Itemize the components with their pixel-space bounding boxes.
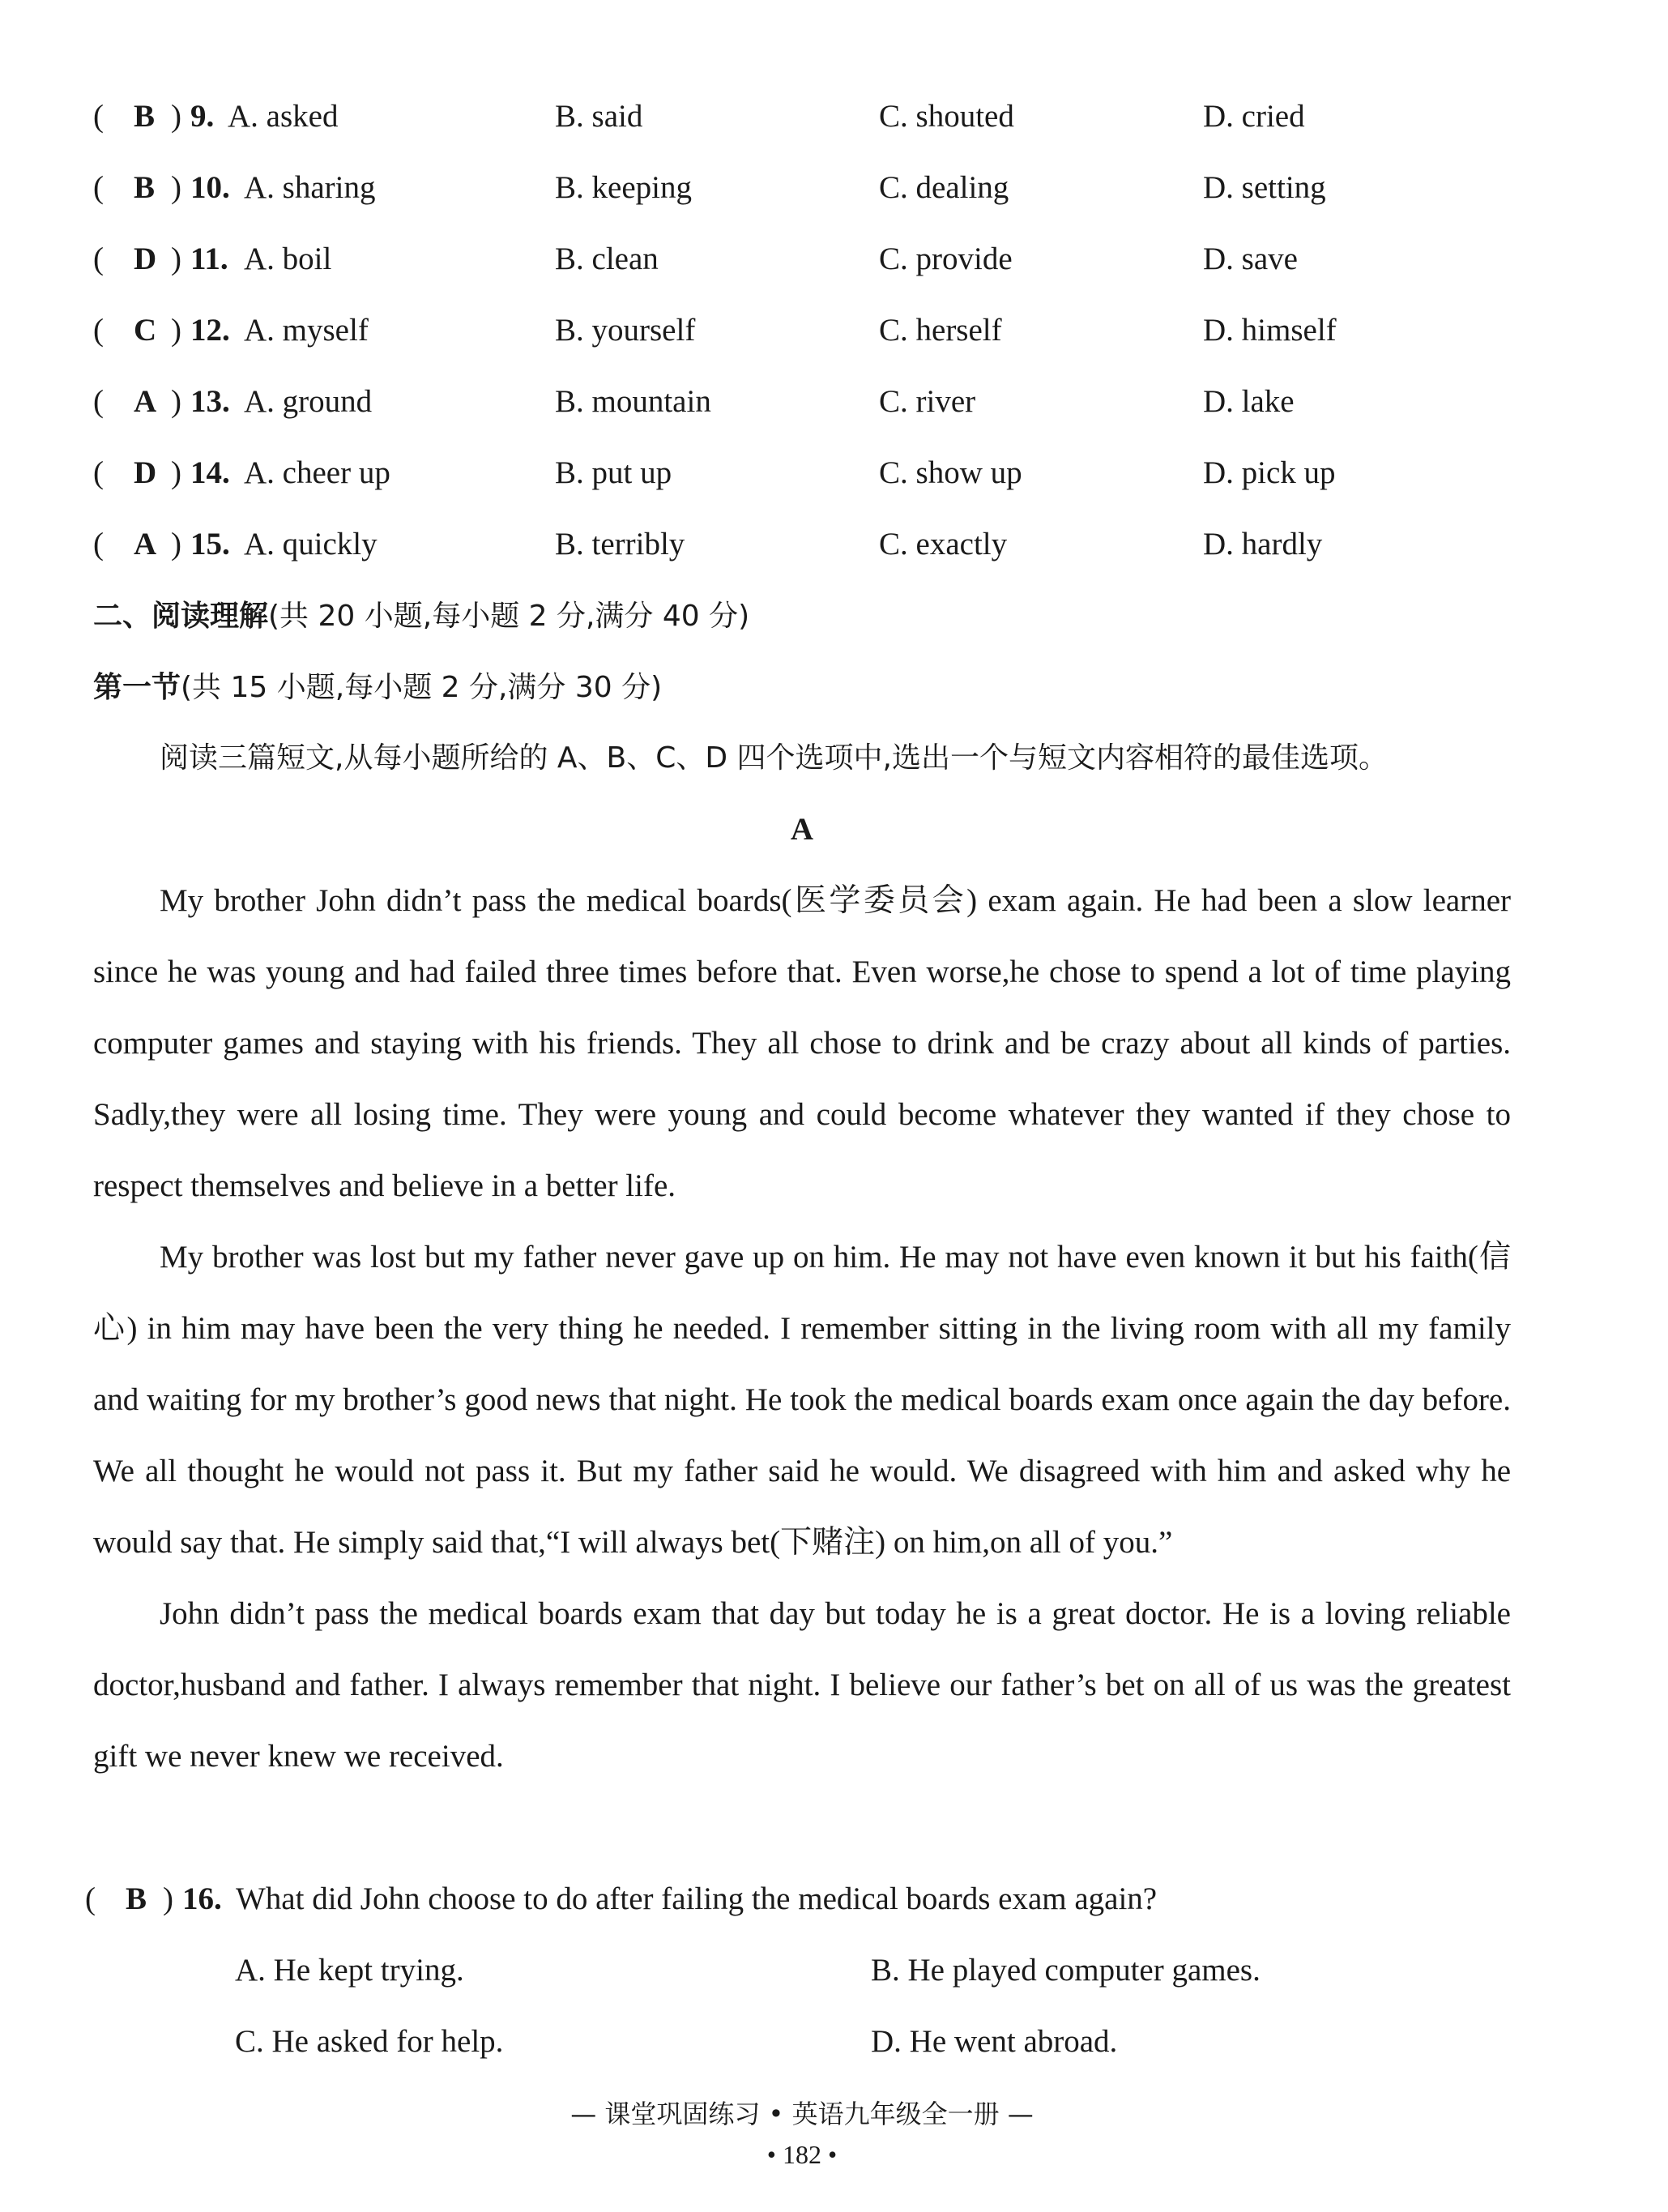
question-number: 12.: [190, 313, 230, 348]
question-row: ( A ) 15. A. quickly B. terribly C. exactly D. hardly: [93, 509, 1592, 580]
question-row: ( C ) 12. A. myself B. yourself C. herself D. himself: [93, 295, 1592, 366]
option-b: B. yourself: [555, 313, 696, 348]
section-title: 二、阅读理解: [93, 600, 269, 633]
option-b: B. said: [555, 99, 643, 134]
option-a: A. ground: [244, 384, 373, 419]
option-c: C. dealing: [879, 170, 1009, 205]
option-b: B. put up: [555, 455, 672, 490]
question-row: ( B ) 10. A. sharing B. keeping C. dealing D. setting: [93, 152, 1592, 224]
question-row: ( B ) 9. A. asked B. said C. shouted D. cried: [93, 81, 1592, 152]
option-c: C. herself: [879, 313, 1002, 348]
paragraph: John didn’t pass the medical boards exam that day but today he is a great doctor. He is a loving reliable doctor,husband and father. I always remember that night. I believe our father’s bet on all of us was the greatest gift we never knew we received.: [93, 1596, 1511, 1774]
passage-label: A: [790, 812, 814, 847]
option-b: B. He played computer games.: [871, 1953, 1261, 1988]
option-b: B. keeping: [555, 170, 692, 205]
option-d: D. cried: [1203, 99, 1305, 134]
answer-letter: B: [134, 170, 156, 205]
page-number: • 182 •: [766, 2140, 838, 2169]
paragraph: My brother John didn’t pass the medical boards(医学委员会) exam again. He had been a slow learner since he was young and had failed three times before that. Even worse,he chose to spend a lot of time playing computer games and staying with his friends. They all chose to drink and be crazy about all kinds of parties. Sadly,they were all losing time. They were young and could become whatever they wanted if they chose to respect themselves and believe in a better life.: [93, 883, 1511, 1203]
option-a: A. quickly: [244, 527, 378, 562]
instructions: 阅读三篇短文,从每小题所给的 A、B、C、D 四个选项中,选出一个与短文内容相符的最佳选项。: [160, 741, 1388, 775]
footer-title: — 课堂巩固练习 • 英语九年级全一册 —: [570, 2099, 1034, 2129]
answer-letter: D: [134, 241, 157, 276]
option-d: D. setting: [1203, 170, 1326, 205]
question-number: 11.: [190, 241, 228, 276]
option-a: A. boil: [244, 241, 332, 276]
option-a: A. myself: [244, 313, 369, 348]
paragraph: My brother was lost but my father never gave up on him. He may not have even known it but his faith(信心) in him may have been the very thing he needed. I remember sitting in the living room with all my family and waiting for my brother’s good news that night. He took the medical boards exam once again the day before. We all thought he would not pass it. But my father said he would. We disagreed with him and asked why he would say that. He simply said that,“I will always bet(下赌注) on him,on all of you.”: [93, 1240, 1511, 1560]
option-b: B. clean: [555, 241, 659, 276]
option-a: A. asked: [228, 99, 339, 134]
option-d: D. lake: [1203, 384, 1295, 419]
part-title: 第一节: [93, 671, 181, 704]
option-c: C. show up: [879, 455, 1022, 490]
passage: [93, 865, 1511, 1792]
option-d: D. pick up: [1203, 455, 1336, 490]
question-number: 10.: [190, 170, 230, 205]
question-number: 9.: [190, 99, 215, 134]
option-a: A. He kept trying.: [235, 1953, 464, 1988]
question-row: ( A ) 13. A. ground B. mountain C. river D. lake: [93, 366, 1592, 438]
option-d: D. himself: [1203, 313, 1337, 348]
option-b: B. terribly: [555, 527, 685, 562]
answer-letter: C: [134, 313, 157, 348]
question-number: 15.: [190, 527, 230, 562]
option-c: C. shouted: [879, 99, 1014, 134]
question-row: ( D ) 14. A. cheer up B. put up C. show up D. pick up: [93, 438, 1592, 509]
question-row: ( D ) 11. A. boil B. clean C. provide D. save: [93, 224, 1592, 295]
option-c: C. exactly: [879, 527, 1008, 562]
option-c: C. He asked for help.: [235, 2024, 504, 2059]
section-note: (共 20 小题,每小题 2 分,满分 40 分): [268, 600, 750, 633]
answer-letter: B: [126, 1881, 147, 1916]
answer-letter: A: [134, 384, 157, 419]
option-a: A. sharing: [244, 170, 376, 205]
question-number: 16.: [182, 1881, 222, 1916]
question-16: ( B ) 16. What did John choose to do after failing the medical boards exam again?: [85, 1864, 1584, 1935]
option-d: D. hardly: [1203, 527, 1323, 562]
answer-letter: D: [134, 455, 157, 490]
part-note: (共 15 小题,每小题 2 分,满分 30 分): [181, 671, 663, 704]
question-number: 13.: [190, 384, 230, 419]
answer-letter: A: [134, 527, 157, 562]
option-c: C. river: [879, 384, 976, 419]
question-text: What did John choose to do after failing the medical boards exam again?: [236, 1881, 1158, 1916]
answer-letter: B: [134, 99, 156, 134]
option-c: C. provide: [879, 241, 1013, 276]
section-heading: [93, 580, 749, 651]
option-d: D. save: [1203, 241, 1298, 276]
option-a: A. cheer up: [244, 455, 390, 490]
question-number: 14.: [190, 455, 230, 490]
option-d: D. He went abroad.: [871, 2024, 1118, 2059]
option-b: B. mountain: [555, 384, 711, 419]
part-heading: [93, 651, 662, 723]
